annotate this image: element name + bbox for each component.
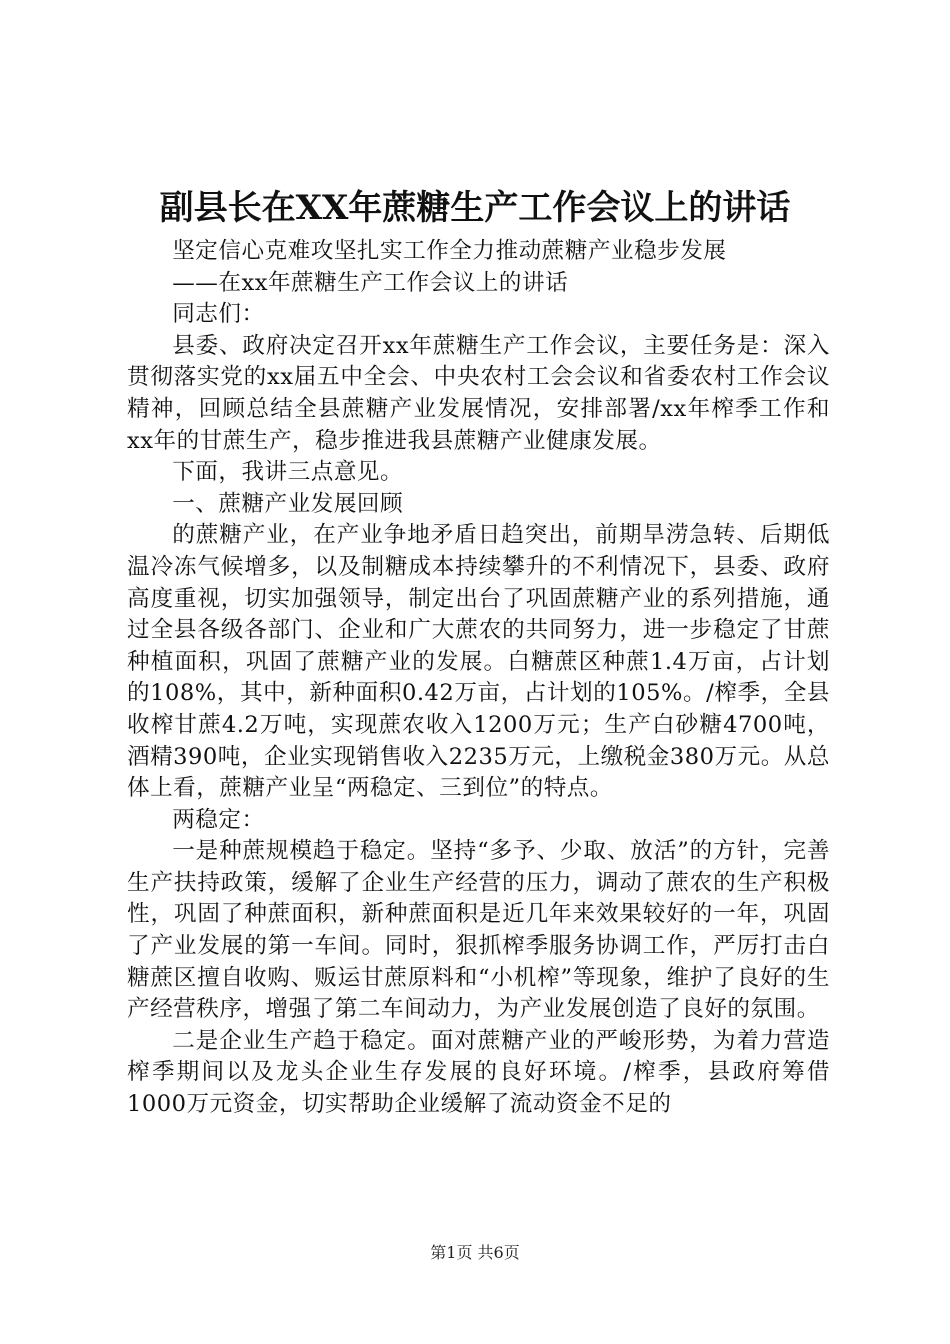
document-title: 副县长在XX年蔗糖生产工作会议上的讲话 [159, 188, 791, 228]
paragraph: 下面，我讲三点意见。 [172, 459, 404, 486]
paragraph: 两稳定： [172, 806, 265, 833]
paragraph: 的蔗糖产业，在产业争地矛盾日趋突出，前期旱涝急转、后期低温冷冻气候增多，以及制糖成本持续攀升的不利情况下，县委、政府高度重视，切实加强领导，制定出台了巩固蔗糖产业的系列措施，通过全县各级各部门、企业和广大蔗农的共同努力，进一步稳定了甘蔗种植面积，巩固了蔗糖产业的发展。白糖蔗区种蔗1.4万亩，占计划的108%，其中，新种面积0.42万亩，占计划的105%。/榨季，全县收榨甘蔗4.2万吨，实现蔗农收入1200万元；生产白砂糖4700吨，酒精390吨，企业实现销售收入2235万元，上缴税金380万元。从总体上看，蔗糖产业呈“两稳定、三到位”的特点。 [127, 522, 830, 802]
paragraph: 一是种蔗规模趋于稳定。坚持“多予、少取、放活”的方针，完善生产扶持政策，缓解了企业生产经营的压力，调动了蔗农的生产积极性，巩固了种蔗面积，新种蔗面积是近几年来效果较好的一年，巩固了产业发展的第一车间。同时，狠抓榨季服务协调工作，严厉打击白糖蔗区擅自收购、贩运甘蔗原料和“小机榨”等现象，维护了良好的生产经营秩序，增强了第二车间动力，为产业发展创造了良好的氛围。 [127, 838, 830, 1023]
document-body [127, 236, 830, 1121]
subtitle-line: 坚定信心克难攻坚扎实工作全力推动蔗糖产业稳步发展 [172, 238, 727, 264]
paragraph: 县委、政府决定召开xx年蔗糖生产工作会议，主要任务是：深入贯彻落实党的xx届五中全会、中央农村工会会议和省委农村工作会议精神，回顾总结全县蔗糖产业发展情况，安排部署/xx年榨季工作和xx年的甘蔗生产，稳步推进我县蔗糖产业健康发展。 [127, 332, 830, 454]
section-heading: 一、蔗糖产业发展回顾 [172, 490, 404, 517]
subtitle-byline: ——在xx年蔗糖生产工作会议上的讲话 [172, 269, 569, 296]
salutation: 同志们： [172, 301, 265, 328]
paragraph: 二是企业生产趋于稳定。面对蔗糖产业的严峻形势，为着力营造榨季期间以及龙头企业生存发展的良好环境。/榨季，县政府筹借1000万元资金，切实帮助企业缓解了流动资金不足的 [127, 1027, 830, 1118]
page-footer: 第1页 共6页 [430, 1243, 520, 1262]
